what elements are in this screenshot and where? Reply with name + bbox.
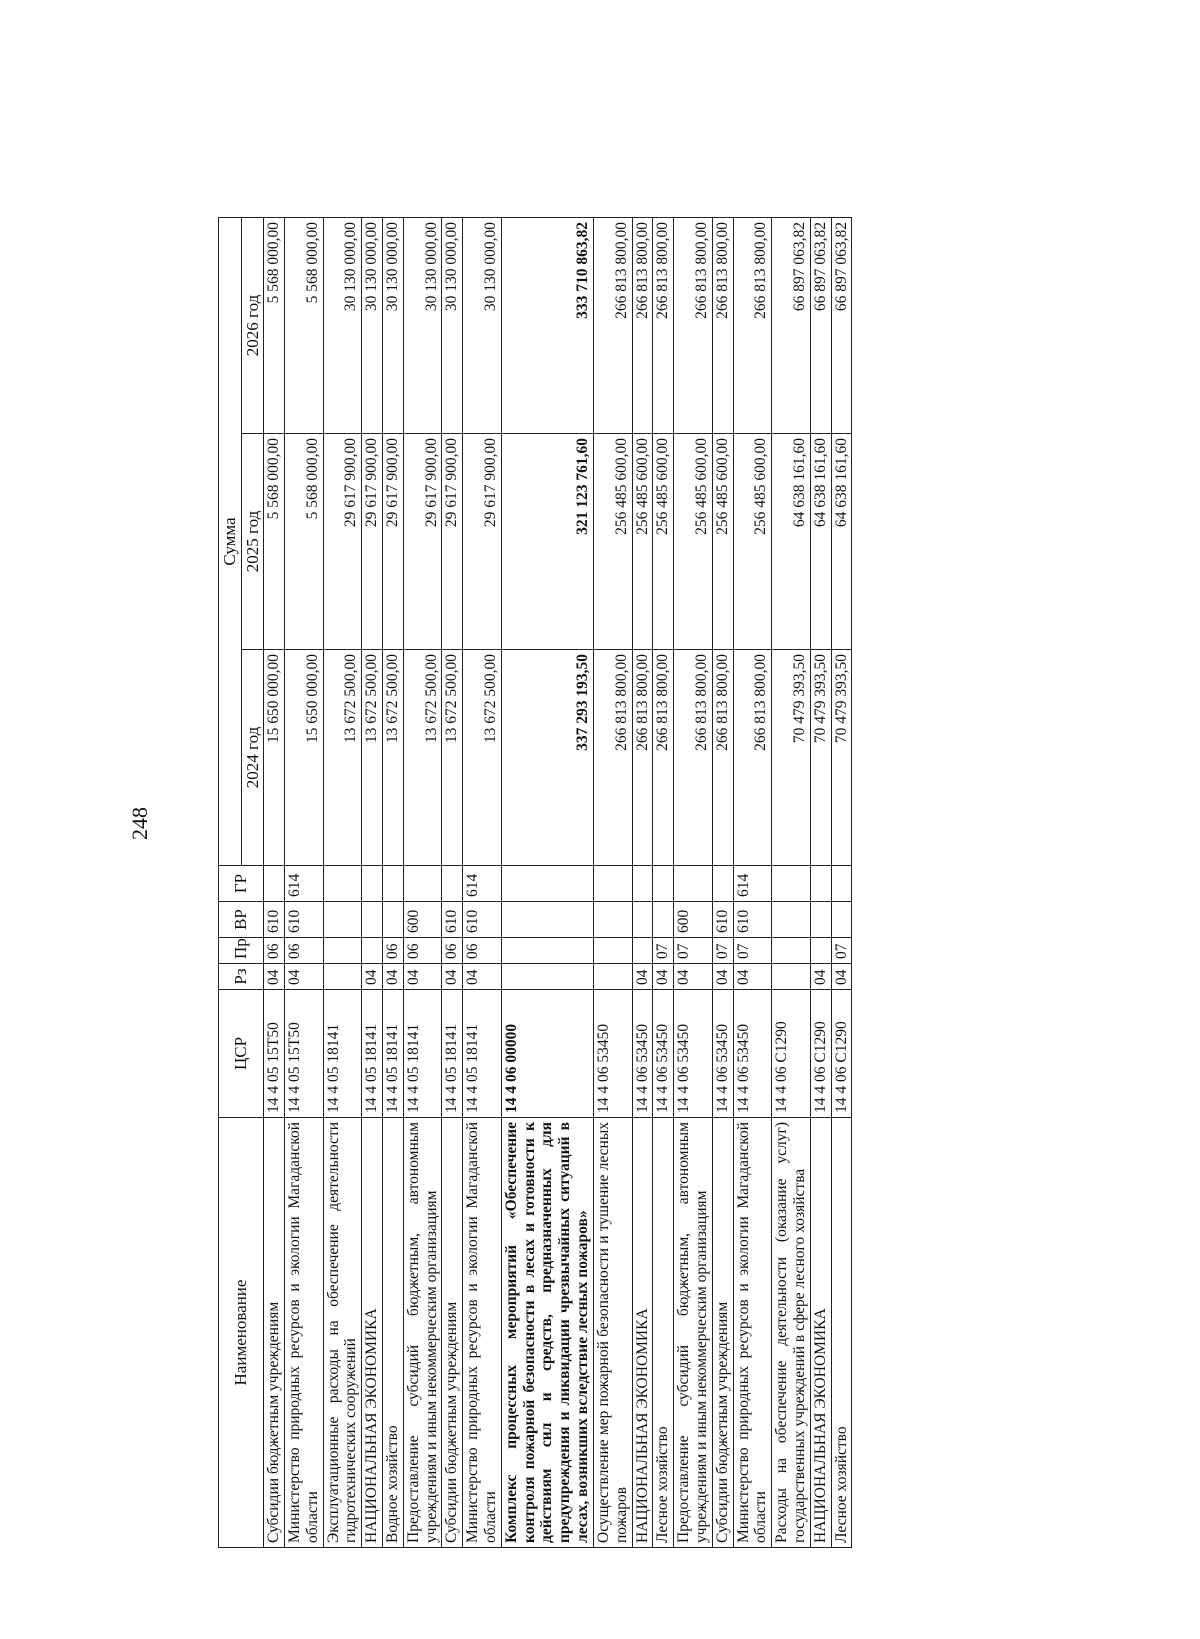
row-2026-cell: 30 130 000,00 xyxy=(323,218,362,434)
row-2026-cell: 5 568 000,00 xyxy=(264,218,285,434)
row-gr-cell xyxy=(442,866,463,902)
row-2026-cell: 66 897 063,82 xyxy=(772,218,811,434)
table-row xyxy=(382,218,403,1548)
row-2025-cell: 256 485 600,00 xyxy=(674,434,713,650)
row-vr-cell xyxy=(501,902,593,938)
row-2024-cell: 70 479 393,50 xyxy=(831,650,852,866)
row-2025-cell: 29 617 900,00 xyxy=(362,434,383,650)
row-2026-cell: 66 897 063,82 xyxy=(810,218,831,434)
row-vr-cell: 610 xyxy=(264,902,285,938)
row-gr-cell xyxy=(362,866,383,902)
row-pr-cell: 07 xyxy=(653,938,674,964)
row-rz-cell: 04 xyxy=(463,964,502,990)
table-row xyxy=(831,218,852,1548)
header-2024: 2024 год xyxy=(241,650,264,866)
row-csr-cell: 14 4 06 53450 xyxy=(653,990,674,1118)
table-row xyxy=(323,218,362,1548)
row-2024-cell: 15 650 000,00 xyxy=(264,650,285,866)
row-2026-cell: 333 710 863,82 xyxy=(501,218,593,434)
table-row xyxy=(362,218,383,1548)
table-body xyxy=(264,218,852,1548)
row-pr-cell: 07 xyxy=(674,938,713,964)
row-gr-cell xyxy=(810,866,831,902)
row-csr-cell: 14 4 06 53450 xyxy=(674,990,713,1118)
row-vr-cell xyxy=(593,902,632,938)
row-csr-cell: 14 4 05 18141 xyxy=(403,990,442,1118)
row-pr-cell: 06 xyxy=(284,938,323,964)
row-rz-cell: 04 xyxy=(264,964,285,990)
header-pr: Пр xyxy=(219,938,264,964)
table-row xyxy=(593,218,632,1548)
table-row xyxy=(632,218,653,1548)
table-row xyxy=(264,218,285,1548)
row-csr-cell: 14 4 05 18141 xyxy=(382,990,403,1118)
row-2024-cell: 13 672 500,00 xyxy=(442,650,463,866)
row-2025-cell: 29 617 900,00 xyxy=(442,434,463,650)
row-name-cell: НАЦИОНАЛЬНАЯ ЭКОНОМИКА xyxy=(632,1118,653,1548)
row-2026-cell: 30 130 000,00 xyxy=(382,218,403,434)
row-name-cell: Предоставление субсидий бюджетным, автономным учреждениям и иным некоммерческим организациям xyxy=(403,1118,442,1548)
page-number: 248 xyxy=(127,807,152,840)
row-2024-cell: 266 813 800,00 xyxy=(653,650,674,866)
row-2024-cell: 13 672 500,00 xyxy=(323,650,362,866)
row-vr-cell xyxy=(810,902,831,938)
row-pr-cell: 06 xyxy=(264,938,285,964)
row-name-cell: Лесное хозяйство xyxy=(831,1118,852,1548)
row-csr-cell: 14 4 06 С1290 xyxy=(810,990,831,1118)
row-gr-cell xyxy=(632,866,653,902)
row-2024-cell: 266 813 800,00 xyxy=(733,650,772,866)
row-gr-cell: 614 xyxy=(733,866,772,902)
row-pr-cell: 07 xyxy=(733,938,772,964)
row-2025-cell: 29 617 900,00 xyxy=(403,434,442,650)
header-2026: 2026 год xyxy=(241,218,264,434)
row-name-cell: Субсидии бюджетным учреждениям xyxy=(264,1118,285,1548)
row-2025-cell: 256 485 600,00 xyxy=(632,434,653,650)
header-rz: Рз xyxy=(219,964,264,990)
row-csr-cell: 14 4 05 15Т50 xyxy=(284,990,323,1118)
row-rz-cell xyxy=(323,964,362,990)
row-2025-cell: 256 485 600,00 xyxy=(653,434,674,650)
row-gr-cell xyxy=(403,866,442,902)
row-csr-cell: 14 4 06 53450 xyxy=(712,990,733,1118)
row-2024-cell: 337 293 193,50 xyxy=(501,650,593,866)
table-row xyxy=(810,218,831,1548)
row-name-cell: НАЦИОНАЛЬНАЯ ЭКОНОМИКА xyxy=(362,1118,383,1548)
row-pr-cell: 07 xyxy=(712,938,733,964)
row-name-cell: Эксплуатационные расходы на обеспечение деятельности гидротехнических сооружений xyxy=(323,1118,362,1548)
row-2025-cell: 29 617 900,00 xyxy=(382,434,403,650)
row-rz-cell: 04 xyxy=(382,964,403,990)
row-2025-cell: 256 485 600,00 xyxy=(593,434,632,650)
row-gr-cell: 614 xyxy=(284,866,323,902)
row-rz-cell: 04 xyxy=(362,964,383,990)
table-row xyxy=(674,218,713,1548)
row-name-cell: Комплекс процессных мероприятий «Обеспечение контроля пожарной безопасности в лесах и готовности к действиям сил и средств, предназначенных для предупреждения и ликвидации чрезвычайных ситуаций в лесах, возникших вследствие лесных пожаров» xyxy=(501,1118,593,1548)
row-name-cell: Осуществление мер пожарной безопасности и тушение лесных пожаров xyxy=(593,1118,632,1548)
row-name-cell: НАЦИОНАЛЬНАЯ ЭКОНОМИКА xyxy=(810,1118,831,1548)
row-gr-cell xyxy=(772,866,811,902)
row-vr-cell: 610 xyxy=(463,902,502,938)
row-2024-cell: 70 479 393,50 xyxy=(810,650,831,866)
row-2025-cell: 256 485 600,00 xyxy=(712,434,733,650)
row-2024-cell: 13 672 500,00 xyxy=(463,650,502,866)
header-name: Наименование xyxy=(219,1118,264,1548)
row-pr-cell xyxy=(632,938,653,964)
row-2025-cell: 64 638 161,60 xyxy=(810,434,831,650)
table-row xyxy=(403,218,442,1548)
table-row xyxy=(463,218,502,1548)
row-2026-cell: 266 813 800,00 xyxy=(653,218,674,434)
row-2025-cell: 64 638 161,60 xyxy=(772,434,811,650)
row-rz-cell: 04 xyxy=(403,964,442,990)
header-gr: ГР xyxy=(219,866,264,902)
row-csr-cell: 14 4 05 18141 xyxy=(362,990,383,1118)
row-vr-cell xyxy=(632,902,653,938)
row-rz-cell: 04 xyxy=(810,964,831,990)
row-rz-cell: 04 xyxy=(733,964,772,990)
rotated-budget-table-container xyxy=(218,218,852,1548)
row-csr-cell: 14 4 05 15Т50 xyxy=(264,990,285,1118)
row-2025-cell: 321 123 761,60 xyxy=(501,434,593,650)
row-pr-cell: 06 xyxy=(403,938,442,964)
row-2026-cell: 266 813 800,00 xyxy=(712,218,733,434)
row-2026-cell: 30 130 000,00 xyxy=(362,218,383,434)
row-2024-cell: 266 813 800,00 xyxy=(712,650,733,866)
row-rz-cell xyxy=(772,964,811,990)
row-2024-cell: 266 813 800,00 xyxy=(674,650,713,866)
row-2026-cell: 30 130 000,00 xyxy=(442,218,463,434)
row-2024-cell: 13 672 500,00 xyxy=(362,650,383,866)
row-csr-cell: 14 4 06 53450 xyxy=(733,990,772,1118)
row-csr-cell: 14 4 06 53450 xyxy=(632,990,653,1118)
row-2026-cell: 30 130 000,00 xyxy=(403,218,442,434)
row-pr-cell: 06 xyxy=(382,938,403,964)
row-pr-cell xyxy=(810,938,831,964)
row-rz-cell: 04 xyxy=(284,964,323,990)
row-rz-cell: 04 xyxy=(831,964,852,990)
row-gr-cell xyxy=(674,866,713,902)
row-pr-cell xyxy=(501,938,593,964)
row-2025-cell: 5 568 000,00 xyxy=(264,434,285,650)
row-2026-cell: 266 813 800,00 xyxy=(733,218,772,434)
row-pr-cell xyxy=(593,938,632,964)
row-name-cell: Субсидии бюджетным учреждениям xyxy=(712,1118,733,1548)
row-csr-cell: 14 4 06 С1290 xyxy=(831,990,852,1118)
row-gr-cell xyxy=(593,866,632,902)
row-2024-cell: 15 650 000,00 xyxy=(284,650,323,866)
row-name-cell: Водное хозяйство xyxy=(382,1118,403,1548)
row-pr-cell xyxy=(772,938,811,964)
row-gr-cell xyxy=(653,866,674,902)
row-name-cell: Министерство природных ресурсов и экологии Магаданской области xyxy=(463,1118,502,1548)
row-vr-cell: 610 xyxy=(284,902,323,938)
row-gr-cell xyxy=(264,866,285,902)
row-2026-cell: 266 813 800,00 xyxy=(593,218,632,434)
row-2024-cell: 13 672 500,00 xyxy=(382,650,403,866)
row-gr-cell xyxy=(712,866,733,902)
row-csr-cell: 14 4 05 18141 xyxy=(442,990,463,1118)
row-vr-cell xyxy=(831,902,852,938)
header-sum: Сумма xyxy=(219,218,242,866)
table-row xyxy=(653,218,674,1548)
row-csr-cell: 14 4 06 С1290 xyxy=(772,990,811,1118)
row-2024-cell: 13 672 500,00 xyxy=(403,650,442,866)
row-gr-cell xyxy=(382,866,403,902)
row-2025-cell: 64 638 161,60 xyxy=(831,434,852,650)
row-csr-cell: 14 4 06 53450 xyxy=(593,990,632,1118)
row-name-cell: Предоставление субсидий бюджетным, автономным учреждениям и иным некоммерческим организациям xyxy=(674,1118,713,1548)
row-2024-cell: 266 813 800,00 xyxy=(632,650,653,866)
header-vr: ВР xyxy=(219,902,264,938)
row-rz-cell xyxy=(593,964,632,990)
table-row xyxy=(284,218,323,1548)
row-gr-cell xyxy=(831,866,852,902)
row-name-cell: Министерство природных ресурсов и экологии Магаданской области xyxy=(733,1118,772,1548)
row-rz-cell: 04 xyxy=(712,964,733,990)
row-vr-cell: 610 xyxy=(712,902,733,938)
row-pr-cell xyxy=(323,938,362,964)
budget-table xyxy=(218,217,852,1548)
table-header xyxy=(219,218,264,1548)
row-vr-cell xyxy=(323,902,362,938)
table-row xyxy=(442,218,463,1548)
row-csr-cell: 14 4 05 18141 xyxy=(323,990,362,1118)
row-name-cell: Министерство природных ресурсов и экологии Магаданской области xyxy=(284,1118,323,1548)
row-vr-cell xyxy=(362,902,383,938)
row-gr-cell xyxy=(323,866,362,902)
row-vr-cell xyxy=(382,902,403,938)
row-rz-cell: 04 xyxy=(674,964,713,990)
row-2025-cell: 29 617 900,00 xyxy=(323,434,362,650)
row-rz-cell: 04 xyxy=(442,964,463,990)
row-2025-cell: 5 568 000,00 xyxy=(284,434,323,650)
header-csr: ЦСР xyxy=(219,990,264,1118)
row-2024-cell: 70 479 393,50 xyxy=(772,650,811,866)
row-pr-cell: 06 xyxy=(463,938,502,964)
row-2026-cell: 266 813 800,00 xyxy=(674,218,713,434)
row-rz-cell: 04 xyxy=(653,964,674,990)
row-name-cell: Расходы на обеспечение деятельности (оказание услуг) государственных учреждений в сфере лесного хозяйства xyxy=(772,1118,811,1548)
row-2025-cell: 29 617 900,00 xyxy=(463,434,502,650)
table-row xyxy=(712,218,733,1548)
row-vr-cell xyxy=(772,902,811,938)
table-row xyxy=(501,218,593,1548)
row-rz-cell: 04 xyxy=(632,964,653,990)
row-pr-cell: 07 xyxy=(831,938,852,964)
row-2026-cell: 5 568 000,00 xyxy=(284,218,323,434)
row-2026-cell: 266 813 800,00 xyxy=(632,218,653,434)
row-2026-cell: 66 897 063,82 xyxy=(831,218,852,434)
row-csr-cell: 14 4 06 00000 xyxy=(501,990,593,1118)
row-pr-cell xyxy=(362,938,383,964)
row-vr-cell: 610 xyxy=(442,902,463,938)
row-name-cell: Лесное хозяйство xyxy=(653,1118,674,1548)
header-2025: 2025 год xyxy=(241,434,264,650)
row-vr-cell: 600 xyxy=(403,902,442,938)
table-row xyxy=(772,218,811,1548)
row-pr-cell: 06 xyxy=(442,938,463,964)
row-gr-cell: 614 xyxy=(463,866,502,902)
row-csr-cell: 14 4 05 18141 xyxy=(463,990,502,1118)
row-2024-cell: 266 813 800,00 xyxy=(593,650,632,866)
row-vr-cell: 610 xyxy=(733,902,772,938)
row-vr-cell: 600 xyxy=(674,902,713,938)
row-vr-cell xyxy=(653,902,674,938)
table-row xyxy=(733,218,772,1548)
row-gr-cell xyxy=(501,866,593,902)
row-rz-cell xyxy=(501,964,593,990)
row-2026-cell: 30 130 000,00 xyxy=(463,218,502,434)
row-2025-cell: 256 485 600,00 xyxy=(733,434,772,650)
row-name-cell: Субсидии бюджетным учреждениям xyxy=(442,1118,463,1548)
